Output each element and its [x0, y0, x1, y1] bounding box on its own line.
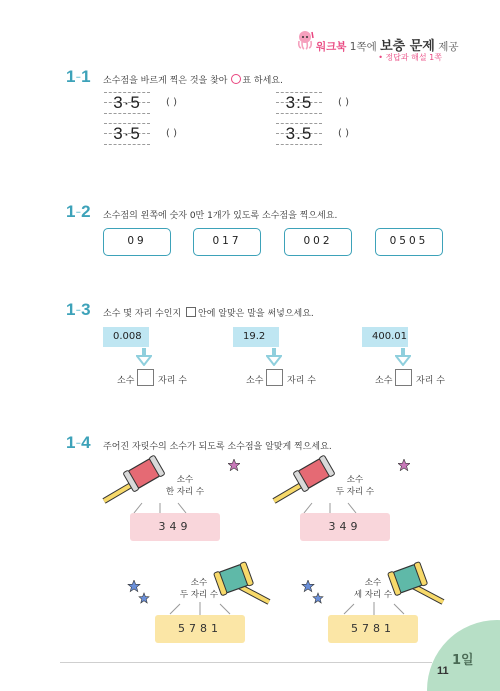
number-plate[interactable]: 349 — [130, 513, 220, 541]
down-arrow-icon — [266, 348, 282, 366]
decimal-choice — [104, 92, 150, 114]
instruction-1-3 — [103, 306, 314, 319]
answer-box[interactable] — [395, 369, 412, 386]
answer-note: • 정답과 해설 1쪽 — [378, 53, 442, 62]
place-suffix: 자리 수 — [416, 376, 445, 386]
instruction-text: 소수 몇 자리 수인지 — [103, 309, 182, 319]
hint-line: 소수 — [364, 578, 382, 588]
decimal-text: 3:5 — [285, 93, 313, 112]
section-main-number: 1 — [66, 67, 76, 86]
section-number-1-3: 1-3 — [66, 300, 91, 319]
place-suffix: 자리 수 — [158, 376, 187, 386]
section-main-number: 1 — [66, 202, 76, 221]
hint-line: 세 자리 수 — [353, 590, 393, 600]
instruction-1-2: 소수점의 왼쪽에 숫자 0만 1개가 있도록 소수점을 찍으세요. — [103, 211, 338, 221]
hint-line: 소수 — [346, 475, 364, 485]
supplement-label: 보충 문제 — [380, 39, 435, 54]
place-prefix: 소수 — [246, 376, 264, 386]
instruction-text: 안에 알맞은 말을 써넣으세요. — [198, 309, 314, 319]
section-sub-number: 1 — [81, 67, 91, 86]
stars-icon — [300, 580, 324, 606]
decimal-choice — [104, 123, 150, 145]
answer-box[interactable] — [137, 369, 154, 386]
page-number: 11 — [437, 665, 449, 677]
decimal-text: 3·5 — [113, 124, 141, 143]
instruction-text: 소수점을 바르게 찍은 것을 찾아 — [103, 76, 228, 86]
place-prefix: 소수 — [375, 376, 393, 386]
decimal-text: 3·5 — [113, 93, 141, 112]
digit-box[interactable]: 0505 — [375, 228, 443, 256]
circle-mark-icon — [231, 74, 241, 84]
hint-line: 두 자리 수 — [335, 487, 375, 497]
section-main-number: 1 — [66, 433, 76, 452]
digit-box[interactable]: 002 — [284, 228, 352, 256]
digit-box[interactable]: 017 — [193, 228, 261, 256]
answer-paren[interactable]: ( ) — [166, 128, 177, 139]
number-plate[interactable]: 5781 — [155, 615, 245, 643]
impact-lines — [324, 600, 424, 616]
blank-box-icon — [186, 307, 196, 317]
decimal-text: 3.5 — [285, 124, 313, 143]
octopus-icon — [296, 30, 314, 50]
number-plate[interactable]: 5781 — [328, 615, 418, 643]
hint-line: 두 자리 수 — [179, 590, 219, 600]
digit-box[interactable]: 09 — [103, 228, 171, 256]
day-label: 1일 — [452, 653, 474, 668]
section-number-1-1: 1-1 — [66, 67, 91, 86]
place-hint — [174, 577, 224, 601]
instruction-text: 표 하세요. — [242, 76, 283, 86]
decimal-card: 0.008 — [103, 327, 149, 347]
provided-label: 제공 — [438, 41, 459, 53]
answer-paren[interactable]: ( ) — [166, 97, 177, 108]
section-main-number: 1 — [66, 300, 76, 319]
hint-line: 소수 — [176, 475, 194, 485]
decimal-choice — [276, 92, 322, 114]
page-ref-label: 1쪽에 — [349, 41, 377, 53]
answer-paren[interactable]: ( ) — [338, 97, 349, 108]
down-arrow-icon — [395, 348, 411, 366]
stars-icon — [126, 580, 150, 606]
star-icon — [398, 459, 410, 471]
star-icon — [228, 459, 240, 471]
workbook-label: 워크북 — [316, 41, 347, 53]
section-number-1-4: 1-4 — [66, 433, 91, 452]
number-plate[interactable]: 349 — [300, 513, 390, 541]
decimal-card: 19.2 — [233, 327, 279, 347]
answer-paren[interactable]: ( ) — [338, 128, 349, 139]
place-hint — [348, 577, 398, 601]
answer-box[interactable] — [266, 369, 283, 386]
hint-line: 소수 — [190, 578, 208, 588]
instruction-1-1 — [103, 73, 283, 86]
instruction-1-4: 주어진 자릿수의 소수가 되도록 소수점을 알맞게 찍으세요. — [103, 442, 332, 452]
footer-divider — [60, 662, 432, 663]
place-hint — [160, 474, 210, 498]
section-sub-number: 2 — [81, 202, 91, 221]
section-sub-number: 3 — [81, 300, 91, 319]
section-number-1-2: 1-2 — [66, 202, 91, 221]
decimal-card: 400.01 — [362, 327, 408, 347]
hint-line: 한 자리 수 — [165, 487, 205, 497]
place-hint — [330, 474, 380, 498]
place-prefix: 소수 — [117, 376, 135, 386]
place-suffix: 자리 수 — [287, 376, 316, 386]
impact-lines — [150, 600, 250, 616]
section-sub-number: 4 — [81, 433, 91, 452]
decimal-choice — [276, 123, 322, 145]
down-arrow-icon — [136, 348, 152, 366]
